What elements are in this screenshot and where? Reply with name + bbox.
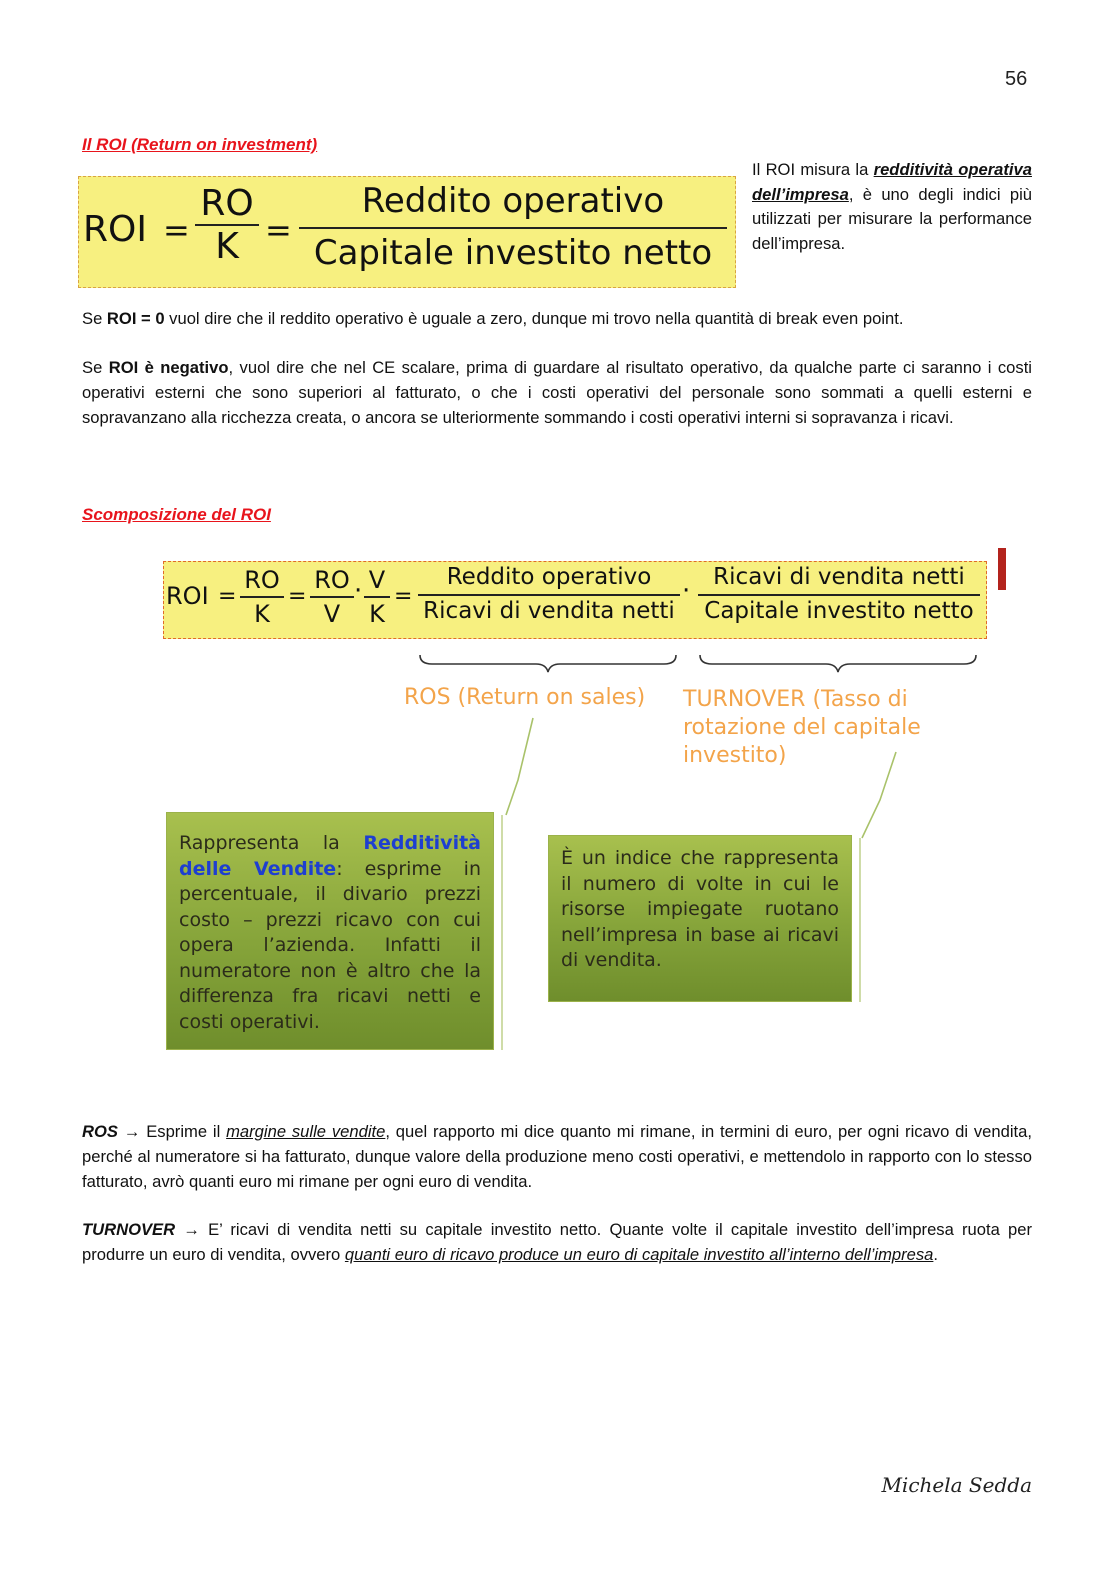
text: , quel rapporto mi dice quanto mi rimane, in termini di euro, per ogni ricavo di vendita, perché al numeratore si ha fatturato, dunque valore della produzione meno costi operativi, e mettendolo in rapporto con lo stesso fatturato, avrò quanti euro mi rimane per ogni euro di vendita.	[82, 1122, 1033, 1191]
section-title-roi: Il ROI (Return on investment)	[82, 135, 318, 154]
formula-eq: =	[218, 584, 237, 609]
bold-term: ROI = 0	[106, 309, 165, 328]
intro-text-2: , è uno degli indici più utilizzati per misurare la performance dell’impresa.	[752, 184, 1032, 253]
term-label: ROS	[82, 1122, 118, 1141]
ros-label-text: ROS (Return on sales)	[404, 685, 646, 710]
text: → Esprime il	[117, 1122, 227, 1141]
section-title-scomposizione: Scomposizione del ROI	[82, 505, 271, 524]
text: Se	[82, 309, 107, 328]
intro-text-1: Il ROI misura la	[752, 160, 874, 179]
turnover-description-box	[548, 835, 852, 1002]
emphasis: quanti euro di ricavo produce un euro di capitale investito all’interno dell’impresa	[344, 1245, 934, 1264]
turnover-brace	[700, 655, 976, 672]
formula-eq: =	[163, 211, 190, 249]
formula-eq: =	[265, 211, 292, 249]
ros-label	[404, 684, 645, 712]
footer-author: Michela Sedda	[881, 1473, 1032, 1497]
fraction-denominator: K	[215, 226, 239, 267]
fraction-numerator: Reddito operativo	[446, 564, 652, 590]
fraction-numerator: RO	[314, 566, 350, 594]
text: vuol dire che il reddito operativo è uguale a zero, dunque mi trovo nella quantità di break even point.	[164, 309, 904, 328]
turnover-label-line: rotazione del capitale	[683, 715, 921, 740]
bold-term: ROI è negativo	[108, 358, 229, 377]
text: → E’ ricavi di vendita netti su capitale investito netto. Quante volte il capitale investito dell’impresa ruota per produrre un euro di vendita, ovvero	[82, 1220, 1032, 1264]
emphasis: margine sulle vendite	[226, 1122, 386, 1141]
text: , vuol dire che nel CE scalare, prima di guardare al risultato operativo, da qualche parte ci saranno i costi operativi esterni che sono superiori al fatturato, o che i costi operativi del personale sono sommati a quelli esterni e sopravanzano alla ricchezza creata, o ancora se ulteriormente sommando i costi operativi interni si sopravanza i ricavi.	[82, 358, 1032, 427]
fraction-denominator: K	[369, 600, 385, 628]
ros-connector	[506, 718, 533, 815]
fraction-denominator: K	[254, 600, 270, 628]
ros-description-box	[166, 812, 494, 1050]
formula-dot: ·	[354, 576, 363, 606]
fraction-numerator: RO	[200, 183, 254, 224]
fraction-denominator: V	[323, 600, 341, 628]
formula-eq: =	[288, 584, 307, 609]
fraction-numerator: RO	[244, 566, 280, 594]
formula-dot: ·	[682, 576, 691, 606]
ros-brace	[420, 655, 676, 672]
text: Rappresenta la	[179, 832, 364, 854]
turnover-label	[683, 686, 921, 770]
text: È un indice che rappresenta il numero di volte in cui le risorse impiegate ruotano nell’impresa in base ai ricavi di vendita.	[561, 847, 839, 971]
fraction-numerator: V	[368, 566, 386, 594]
formula-eq: =	[394, 584, 413, 609]
fraction-denominator: Ricavi di vendita netti	[423, 598, 675, 624]
paragraph-ros	[82, 1119, 1032, 1194]
text: .	[933, 1245, 939, 1264]
text: : esprime in percentuale, il divario prezzi costo – prezzi ricavo con cui opera l’azienda. Infatti il numeratore non è altro che la differenza fra ricavi netti e costi operativi.	[179, 857, 481, 1033]
term-label: TURNOVER	[82, 1220, 176, 1239]
turnover-label-line: TURNOVER (Tasso di	[683, 687, 908, 712]
formula-lhs: ROI	[83, 209, 147, 250]
formula-lhs: ROI	[166, 582, 209, 610]
bold-term: Redditività delle Vendite	[179, 832, 481, 880]
fraction-numerator: Ricavi di vendita netti	[713, 564, 965, 590]
page-number: 56	[1005, 68, 1028, 90]
paragraph-turnover	[82, 1217, 1032, 1267]
fraction-denominator: Capitale investito netto	[313, 233, 713, 273]
fraction-numerator: Reddito operativo	[361, 181, 665, 221]
intro-emphasis: redditività operativa dell’impresa	[752, 160, 1032, 204]
fraction-denominator: Capitale investito netto	[704, 598, 974, 624]
text: Se	[82, 358, 109, 377]
turnover-label-line: investito)	[683, 743, 787, 768]
